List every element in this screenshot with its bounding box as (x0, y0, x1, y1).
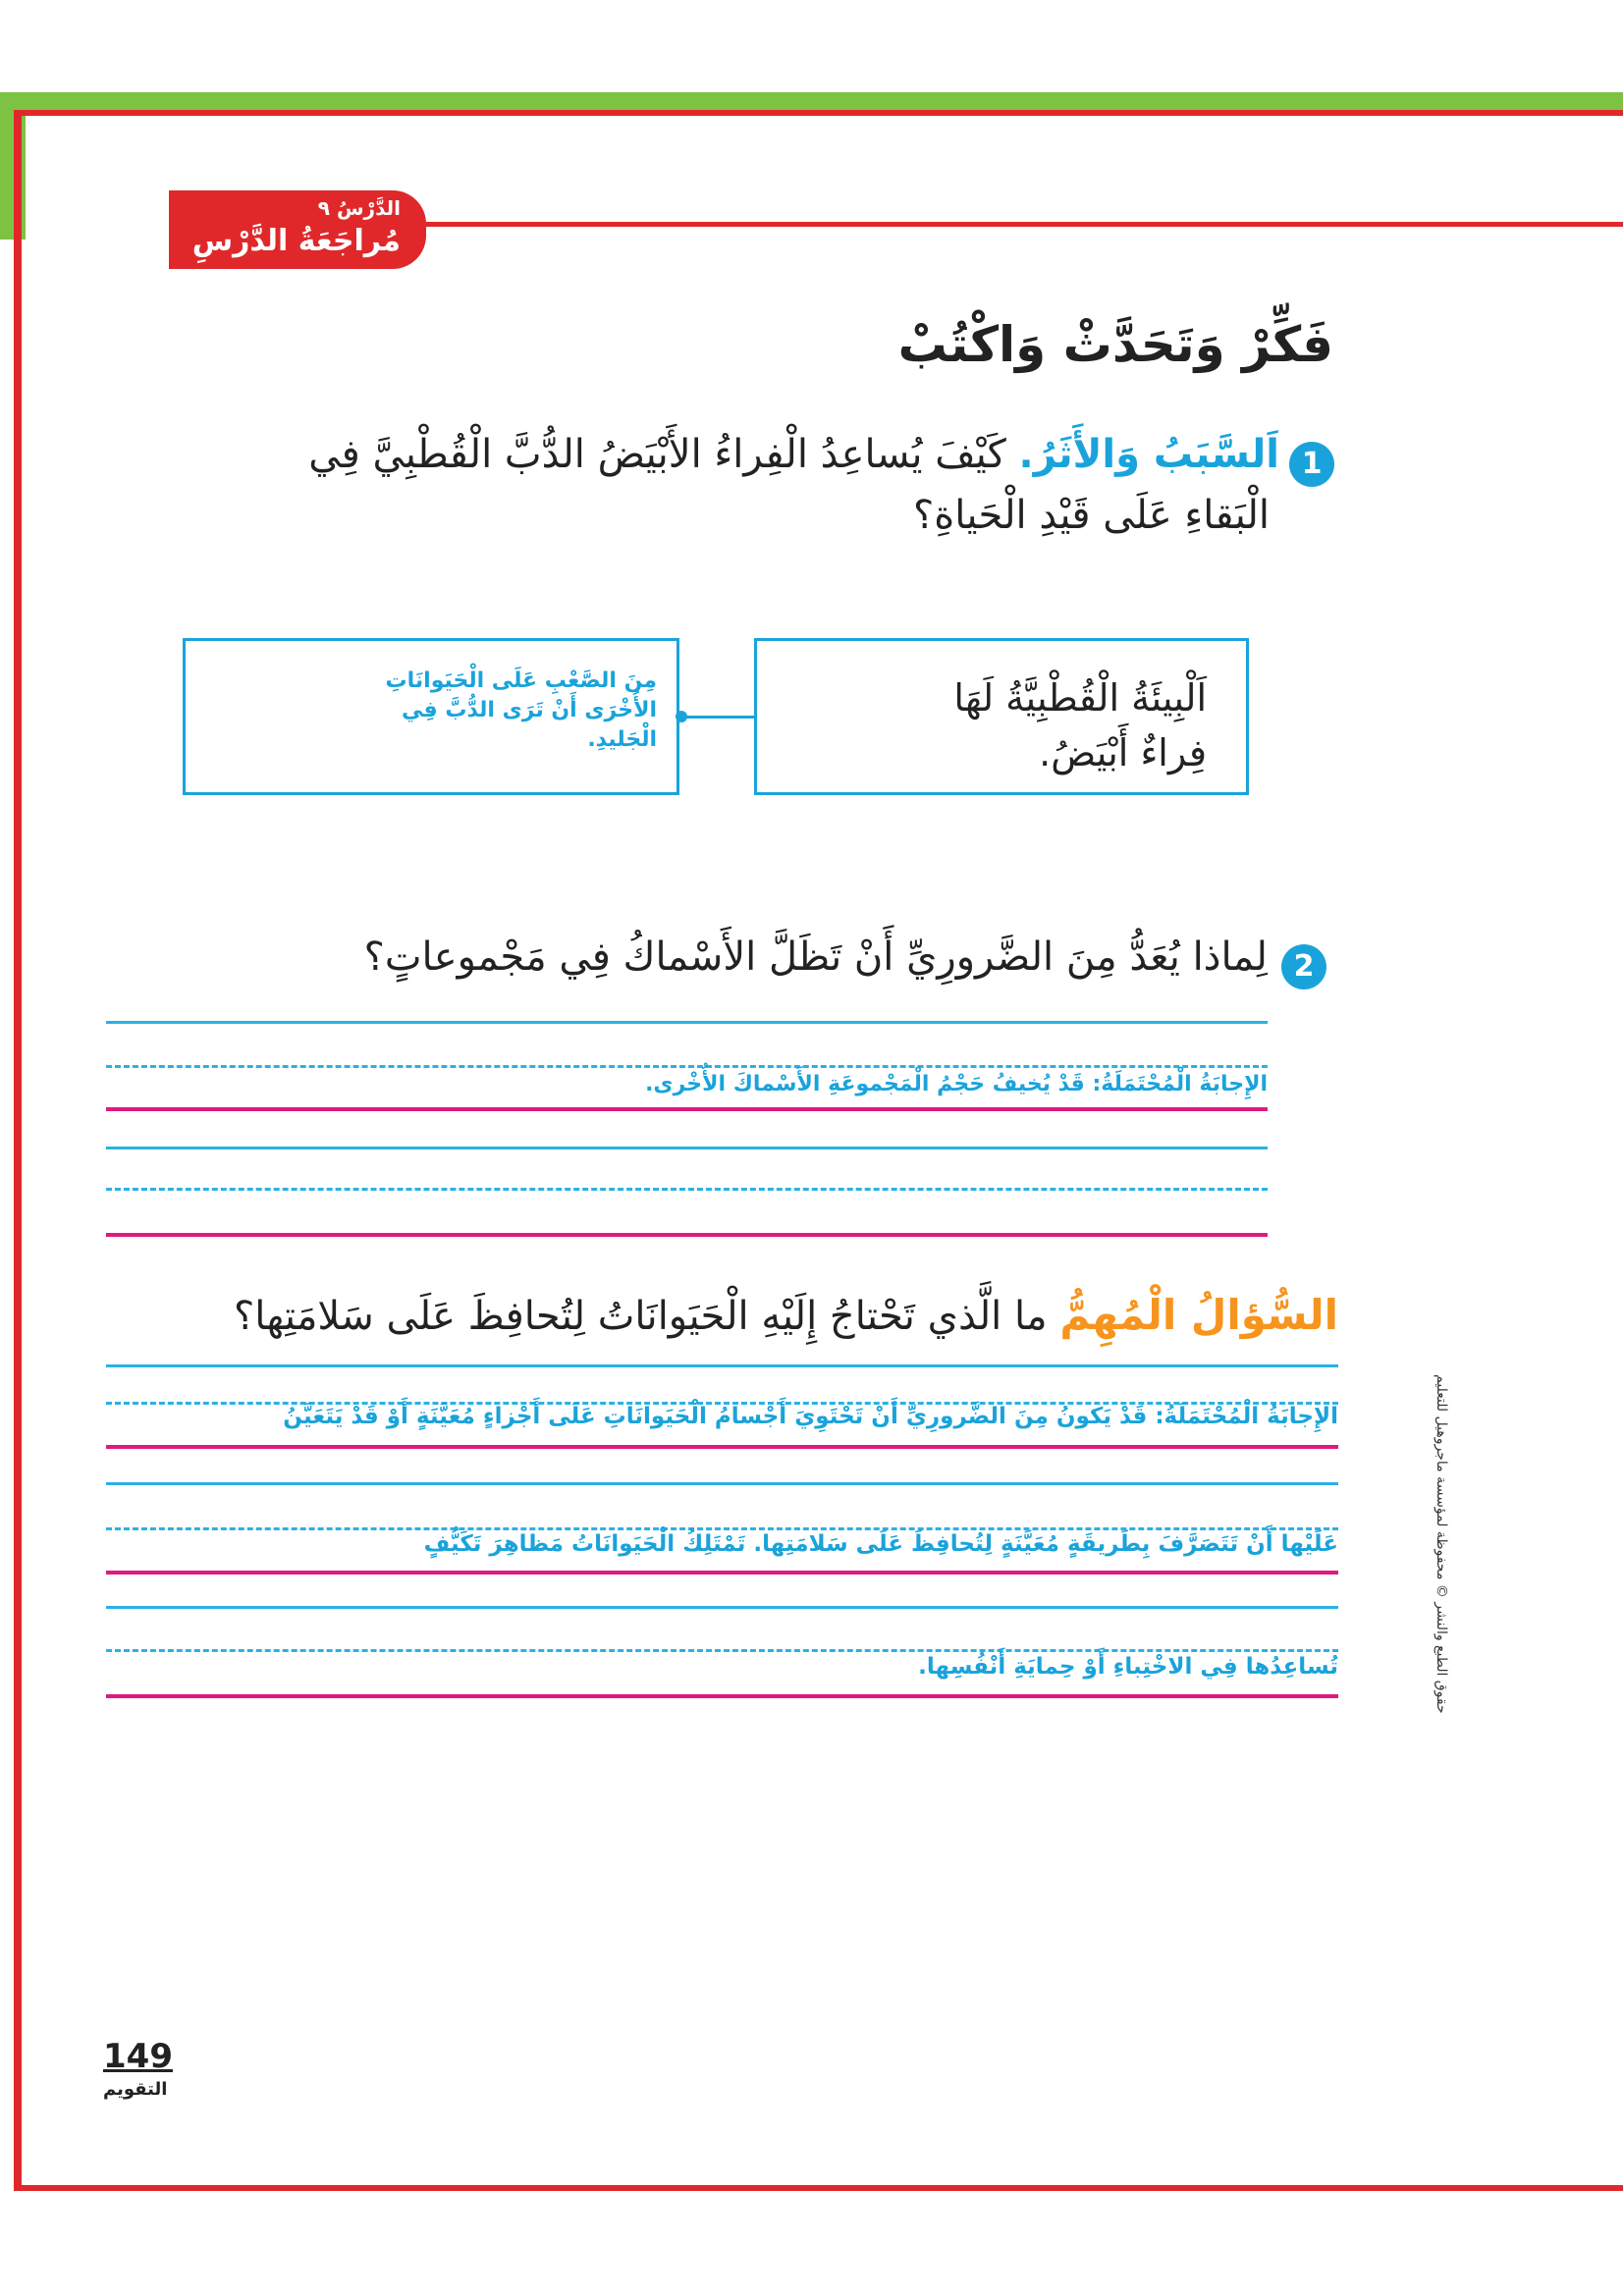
answer-guide-dash (106, 1649, 1338, 1652)
question-2-answer: الإِجابَةُ الْمُحْتَمَلَةُ: قَدْ يُخيفُ حَجْمُ الْمَجْموعَةِ الأَسْماكَ الأُخْرى. (645, 1072, 1268, 1096)
answer-baseline (106, 1694, 1338, 1698)
answer-line (106, 1606, 1338, 1609)
page-label: التقويم (103, 2079, 168, 2100)
question-2-number: 2 (1281, 944, 1326, 989)
copyright-note (1426, 1374, 1455, 1865)
arrow-line (681, 716, 754, 719)
answer-baseline (106, 1445, 1338, 1449)
frame-bottom-border (14, 2185, 1623, 2191)
question-1-skill: اَلسَّبَبُ وَالأَثَرُ. (1018, 432, 1279, 477)
lesson-header-rule (422, 222, 1623, 227)
lesson-title: مُراجَعَةُ الدَّرْسِ (191, 224, 401, 258)
question-2-text: لِماذا يُعَدُّ مِنَ الضَّرورِيِّ أَنْ تَظَلَّ الأَسْماكُ فِي مَجْموعاتٍ؟ (363, 934, 1268, 980)
question-3-line (111, 1291, 1338, 1339)
answer-baseline (106, 1107, 1268, 1111)
frame-top-border (14, 110, 1623, 116)
page-number: 149 (103, 2037, 173, 2076)
answer-baseline (106, 1571, 1338, 1575)
question-3-answer-line1: الإِجابَةُ الْمُحْتَمَلَةُ: قَدْ يَكونُ مِنَ الضَّرورِيِّ أَنْ تَحْتَوِيَ أَجْسامُ الْحَيَوانَاتِ عَلَى أَجْزاءٍ مُعَيَّنَةٍ أَوْ قَدْ يَتَعَيَّنُ (283, 1404, 1338, 1429)
question-3-answer-line3: تُساعِدُها فِي الاخْتِباءِ أَوْ حِمايَةِ أَنْفُسِها. (918, 1654, 1338, 1680)
lesson-tab (169, 190, 426, 269)
question-1-number: 1 (1289, 442, 1334, 487)
question-3-text: ما الَّذي تَحْتاجُ إِلَيْهِ الْحَيَوانَاتُ لِتُحافِظَ عَلَى سَلامَتِها؟ (234, 1294, 1048, 1339)
lesson-number: الدَّرْسُ ٩ (317, 196, 401, 220)
answer-line (106, 1021, 1268, 1024)
effect-box (183, 638, 679, 795)
effect-answer: مِنَ الصَّعْبِ عَلَى الْحَيَوانَاتِ الأُخْرَى أَنْ تَرَى الدُّبَّ فِي الْجَليدِ. (385, 668, 657, 752)
answer-guide-dash (106, 1527, 1338, 1530)
answer-guide-dash (106, 1188, 1268, 1191)
cause-box-text: اَلْبِيئَةُ الْقُطْبِيَّةُ لَهَا فِراءٌ أَبْيَضُ. (953, 676, 1207, 774)
essential-question-label: السُّؤالُ الْمُهِمُّ (1059, 1291, 1338, 1339)
question-3-answer-line2: عَلَيْها أَنْ تَتَصَرَّفَ بِطَريقَةٍ مُعَيَّنَةٍ لِتُحافِظَ عَلَى سَلامَتِها. تَمْتَلِكُ الْحَيَوانَاتُ مَظاهِرَ تَكَيُّفٍ (423, 1531, 1338, 1557)
answer-baseline (106, 1233, 1268, 1237)
frame-left-border (14, 110, 22, 2191)
question-1-text-line1: كَيْفَ يُساعِدُ الْفِراءُ الأَبْيَضُ الدُّبَّ الْقُطْبِيَّ فِي (308, 432, 1006, 477)
answer-line (106, 1482, 1338, 1485)
cause-box (754, 638, 1249, 795)
answer-guide-dash (106, 1065, 1268, 1068)
section-title: فَكِّرْ وَتَحَدَّثْ وَاكْتُبْ (897, 316, 1333, 373)
answer-line (106, 1147, 1268, 1149)
answer-line (106, 1364, 1338, 1367)
question-1-line1 (199, 432, 1279, 477)
copyright-text: حقوق الطبع والنشر © محفوظة لمؤسسة ماجروهيل للتعليم (1434, 1374, 1449, 1714)
question-1-text-line2: الْبَقاءِ عَلَى قَيْدِ الْحَياةِ؟ (913, 493, 1270, 538)
